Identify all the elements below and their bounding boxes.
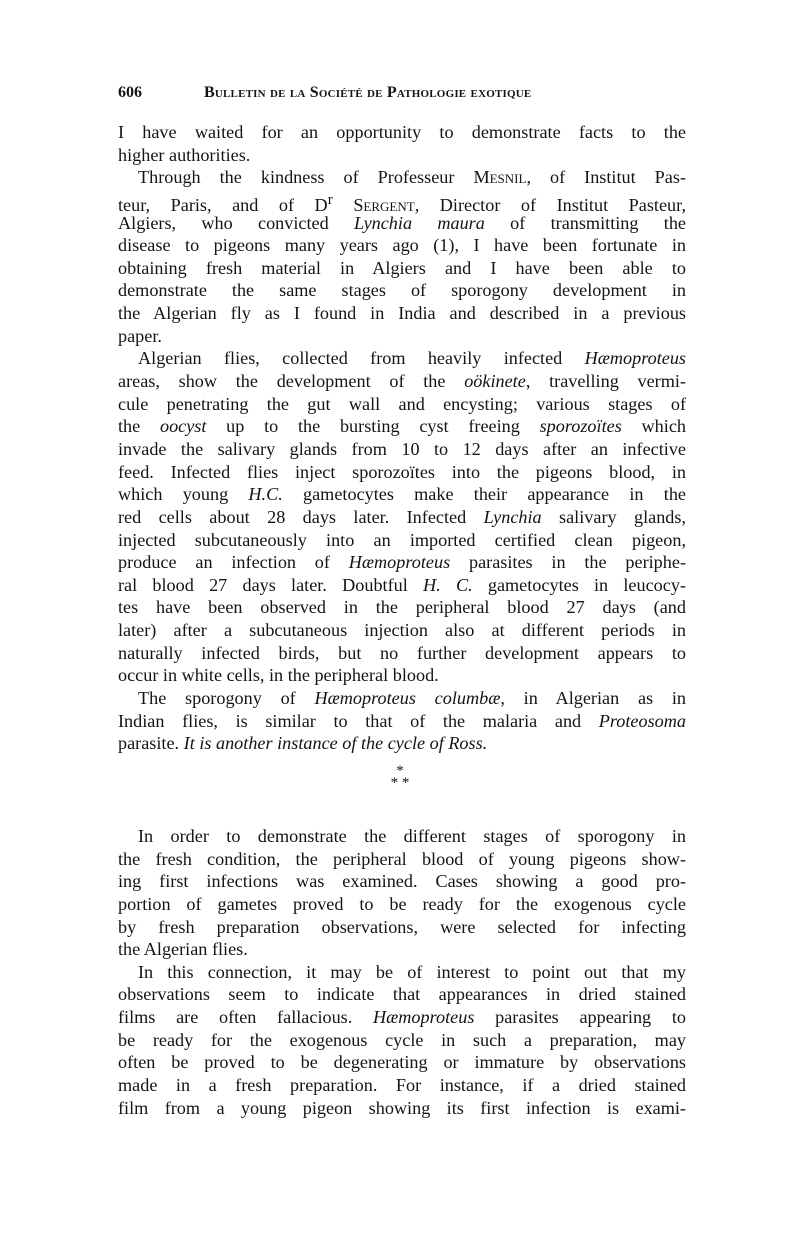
text-run: parasite.	[118, 733, 184, 754]
italic-term: oocyst	[159, 416, 207, 437]
text-line	[118, 983, 686, 1006]
text-line	[118, 961, 686, 984]
italic-term: Hæmoproteus	[373, 1007, 475, 1028]
text-line	[118, 347, 686, 370]
italic-term: Hæmoproteus	[584, 348, 686, 369]
text-line	[118, 189, 687, 215]
page-number: 606	[118, 84, 142, 101]
text-line	[118, 1051, 686, 1074]
text-line	[118, 483, 686, 506]
text-run: The sporogony of	[138, 688, 315, 709]
text-run: injected subcutaneously into an imported certified clean pigeon,	[118, 529, 686, 550]
text-line	[118, 461, 686, 484]
italic-term: oökinete	[464, 371, 526, 392]
text-line	[118, 302, 686, 325]
text-run: of transmitting the	[484, 212, 686, 233]
text-run: , of Institut Pas-	[526, 167, 687, 188]
text-run: the fresh condition, the peripheral blood of young pigeons show-	[118, 848, 686, 869]
text-run: ing first infections was examined. Cases showing a good pro-	[118, 871, 686, 892]
text-run: higher authorities.	[118, 144, 251, 165]
text-line	[118, 121, 686, 144]
text-line	[118, 619, 686, 642]
text-run: Through the kindness of Professeur	[138, 167, 474, 188]
text-line	[118, 1029, 686, 1052]
text-run: later) after a subcutaneous injection also at different periods in	[118, 620, 686, 641]
text-run: teur, Paris, and of D	[118, 194, 328, 215]
text-run: paper.	[118, 325, 162, 346]
text-line	[118, 710, 686, 733]
text-line	[118, 212, 686, 235]
text-run: film from a young pigeon showing its first infection is exami-	[118, 1097, 686, 1118]
italic-term: H.C.	[248, 484, 283, 505]
text-line	[118, 732, 686, 755]
text-run: gametocytes make their appearance in the	[282, 484, 686, 505]
text-run: be ready for the exogenous cycle in such a preparation, may	[118, 1029, 686, 1050]
text-line	[118, 279, 686, 302]
text-run: r	[327, 190, 333, 208]
text-line	[118, 370, 686, 393]
text-line	[118, 438, 686, 461]
text-run: gametocytes in leucocy-	[472, 574, 686, 595]
text-run: areas, show the development of the	[118, 371, 465, 392]
text-run: which young	[118, 484, 249, 505]
text-run: films are often fallacious.	[118, 1007, 374, 1028]
text-line	[118, 529, 686, 552]
text-run: produce an infection of	[118, 552, 349, 573]
author-name: Mesnil	[473, 167, 527, 188]
italic-term: Lynchia	[483, 506, 542, 527]
text-run: , in Algerian as in	[500, 688, 687, 709]
text-run: In order to demonstrate the different stages of sporogony in	[138, 826, 686, 846]
text-line	[118, 1074, 686, 1097]
text-run: up to the bursting cyst freeing	[206, 416, 540, 437]
text-run: , Director of Institut Pasteur,	[414, 194, 687, 215]
text-run: salivary glands,	[541, 506, 687, 527]
text-run: often be proved to be degenerating or immature by observations	[118, 1052, 686, 1073]
italic-term: Proteosoma	[598, 710, 686, 731]
text-run: red cells about 28 days later. Infected	[118, 506, 484, 527]
italic-term: H. C.	[423, 574, 473, 595]
italic-term: sporozoïtes	[539, 416, 622, 437]
text-line	[118, 848, 686, 871]
text-run: parasites in the periphe-	[450, 552, 686, 573]
text-run: , travelling vermi-	[525, 371, 686, 392]
text-run: tes have been observed in the peripheral blood 27 days (and	[118, 597, 686, 618]
text-line	[118, 687, 686, 710]
text-run: disease to pigeons many years ago (1), I have been fortunate in	[118, 235, 686, 256]
text-line	[118, 596, 686, 619]
text-run: naturally infected birds, but no further development appears to	[118, 642, 686, 663]
text-line	[118, 642, 686, 665]
text-run: ral blood 27 days later. Doubtful	[118, 574, 424, 595]
text-line	[118, 938, 686, 961]
text-line	[118, 506, 686, 529]
text-run: the	[118, 416, 160, 437]
text-run: the Algerian fly as I found in India and described in a previous	[118, 303, 686, 324]
text-run: occur in white cells, in the peripheral blood.	[118, 665, 439, 686]
text-line	[118, 1006, 686, 1029]
italic-term: Lynchia maura	[354, 212, 485, 233]
text-line	[118, 916, 686, 939]
text-run: obtaining fresh material in Algiers and I have been able to	[118, 257, 686, 278]
text-run: portion of gametes proved to be ready for the exogenous cycle	[118, 893, 686, 914]
text-line	[118, 393, 686, 416]
text-line	[118, 664, 686, 687]
text-run: feed. Infected flies inject sporozoïtes into the pigeons blood, in	[118, 461, 686, 482]
text-run: observations seem to indicate that appearances in dried stained	[118, 984, 686, 1005]
text-line	[118, 415, 686, 438]
italic-term: Hæmoproteus	[348, 552, 451, 573]
running-head: Bulletin de la Société de Pathologie exotique	[204, 84, 532, 101]
body-text-section-1	[118, 121, 686, 755]
italic-term: It is another instance of the cycle of Ross.	[183, 733, 488, 754]
text-line	[118, 893, 686, 916]
text-run: demonstrate the same stages of sporogony development in	[118, 280, 686, 301]
text-line	[118, 825, 686, 848]
text-run: cule penetrating the gut wall and encysting; various stages of	[118, 393, 686, 414]
text-line	[118, 144, 686, 167]
text-run: In this connection, it may be of interest to point out that my	[138, 961, 686, 982]
text-run: invade the salivary glands from 10 to 12 days after an infective	[118, 438, 686, 459]
text-run: by fresh preparation observations, were selected for infecting	[118, 916, 686, 937]
italic-term: Hæmoproteus columbæ	[314, 688, 501, 709]
text-line	[118, 325, 686, 348]
text-line	[118, 257, 686, 280]
body-text-section-2	[118, 825, 686, 1119]
text-line	[118, 234, 686, 257]
text-line	[118, 1097, 686, 1120]
text-line	[118, 551, 686, 574]
text-run: Indian flies, is similar to that of the malaria and	[118, 710, 599, 731]
text-run: I have waited for an opportunity to demonstrate facts to the	[118, 122, 686, 142]
text-run: Algiers, who convicted	[118, 212, 354, 233]
asterism-divider: * * *	[390, 763, 410, 791]
author-name: Sergent	[353, 194, 415, 215]
text-run: made in a fresh preparation. For instance, if a dried stained	[118, 1075, 686, 1096]
text-run: the Algerian flies.	[118, 939, 248, 960]
text-run: which	[621, 416, 686, 437]
text-line	[118, 574, 686, 597]
text-line	[118, 166, 686, 189]
text-run: Algerian flies, collected from heavily infected	[138, 348, 585, 369]
text-line	[118, 870, 686, 893]
text-run: parasites appearing to	[474, 1007, 686, 1028]
